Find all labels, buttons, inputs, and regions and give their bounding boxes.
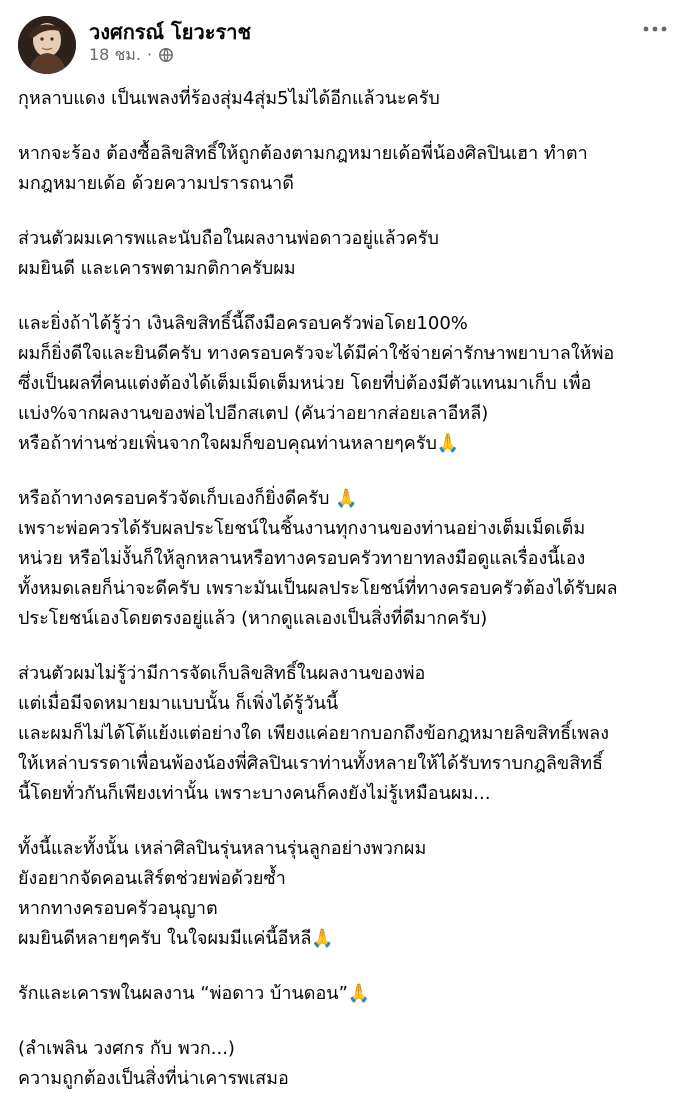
post-text-line: ความถูกต้องเป็นสิ่งที่น่าเคารพเสมอ — [18, 1068, 289, 1089]
post-text-line: กุหลาบแดง เป็นเพลงที่ร้องสุ่ม4สุ่ม5ไม่ได้อีกแล้วนะครับ — [18, 88, 440, 109]
globe-icon — [158, 47, 174, 63]
post-text-line: และยิ่งถ้าได้รู้ว่า เงินลิขสิทธิ์นี้ถึงมือครอบครัวพ่อโดย100% — [18, 313, 468, 334]
post-timestamp[interactable]: 18 ชม. — [89, 45, 141, 64]
post-text-line: ให้เหล่าบรรดาเพื่อนพ้องน้องพี่ศิลปินเราท่านทั้งหลายให้ได้รับทราบกฎลิขสิทธิ์ — [18, 753, 604, 774]
post-text-line: และผมก็ไม่ได้โต้แย้งแต่อย่างใด เพียงแค่อยากบอกถึงข้อกฎหมายลิขสิทธิ์เพลง — [18, 723, 609, 744]
more-icon — [643, 26, 667, 32]
post-text-line: แบ่ง%จากผลงานของพ่อไปอีกสเตป (คันว่าอยากส่อยเลาอีหลี) — [18, 403, 489, 424]
post-text-line: รักและเคารพในผลงาน “พ่อดาว บ้านดอน”🙏 — [18, 983, 371, 1004]
post-paragraph — [18, 309, 676, 459]
post-text-line: หากจะร้อง ต้องซื้อลิขสิทธิ์ให้ถูกต้องตามกฎหมายเด้อพี่น้องศิลปินเฮา ทำตา — [18, 143, 588, 164]
post-paragraph — [18, 979, 676, 1009]
post-text-line: ส่วนตัวผมไม่รู้ว่ามีการจัดเก็บลิขสิทธิ์ในผลงานของพ่อ — [18, 663, 426, 684]
post-text-line: ทั้งหมดเลยก็น่าจะดีครับ เพราะมันเป็นผลประโยชน์ที่ทางครอบครัวต้องได้รับผล — [18, 578, 618, 599]
post-body — [18, 84, 676, 1119]
post-text-line: ยังอยากจัดคอนเสิร์ตช่วยพ่อด้วยซ้ำ — [18, 868, 286, 889]
post-text-line: ส่วนตัวผมเคารพและนับถือในผลงานพ่อดาวอยู่แล้วครับ — [18, 228, 439, 249]
avatar[interactable] — [18, 16, 76, 74]
avatar-portrait — [18, 16, 76, 74]
post-text-line: ผมยินดีหลายๆครับ ในใจผมมีแค่นี้อีหลี🙏 — [18, 928, 334, 949]
post-paragraph — [18, 224, 676, 284]
post-text-line: หน่วย หรือไม่งั้นก็ให้ลูกหลานหรือทางครอบครัวทายาทลงมือดูแลเรื่องนี้เอง — [18, 548, 586, 569]
post-header — [0, 0, 689, 80]
meta-separator: · — [146, 45, 153, 64]
post-text-line: นี้โดยทั่วกันก็เพียงเท่านั้น เพราะบางคนก็คงยังไม่รู้เหมือนผม... — [18, 783, 491, 804]
post-text-line: ซึ่งเป็นผลที่คนแต่งต้องได้เต็มเม็ดเต็มหน่วย โดยที่บ่ต้องมีตัวแทนมาเก็บ เพื่อ — [18, 373, 592, 394]
post-paragraph — [18, 484, 676, 634]
post-text-line: แต่เมื่อมีจดหมายมาแบบนั้น ก็เพิ่งได้รู้วันนี้ — [18, 693, 339, 714]
post-meta — [89, 45, 174, 65]
post-text-line: (ลำเพลิน วงศกร กับ พวก...) — [18, 1038, 235, 1059]
post-text-line: ผมยินดี และเคารพตามกติกาครับผม — [18, 258, 296, 279]
post-paragraph — [18, 84, 676, 114]
post-text-line: ประโยชน์เองโดยตรงอยู่แล้ว (หากดูแลเองเป็นสิ่งที่ดีมากครับ) — [18, 608, 488, 629]
post-paragraph — [18, 139, 676, 199]
author-name[interactable]: วงศกรณ์ โยวะราช — [89, 20, 252, 44]
post-paragraph — [18, 834, 676, 954]
post-text-line: ทั้งนี้และทั้งนั้น เหล่าศิลปินรุ่นหลานรุ่นลูกอย่างพวกผม — [18, 838, 427, 859]
post-text-line: หรือถ้าท่านช่วยเพิ่นจากใจผมก็ขอบคุณท่านหลายๆครับ🙏 — [18, 433, 460, 454]
post-text-line: หากทางครอบครัวอนุญาต — [18, 898, 218, 919]
post-paragraph — [18, 1034, 676, 1094]
post-text-line: หรือถ้าทางครอบครัวจัดเก็บเองก็ยิ่งดีครับ 🙏 — [18, 488, 358, 509]
post-text-line: เพราะพ่อควรได้รับผลประโยชน์ในชิ้นงานทุกงานของท่านอย่างเต็มเม็ดเต็ม — [18, 518, 586, 539]
post-text-line: ผมก็ยิ่งดีใจและยินดีครับ ทางครอบครัวจะได้มีค่าใช้จ่ายค่ารักษาพยาบาลให้พ่อ — [18, 343, 615, 364]
post-paragraph — [18, 659, 676, 809]
post-text-line: มกฎหมายเด้อ ด้วยความปรารถนาดี — [18, 173, 294, 194]
more-options-button[interactable] — [639, 17, 671, 41]
